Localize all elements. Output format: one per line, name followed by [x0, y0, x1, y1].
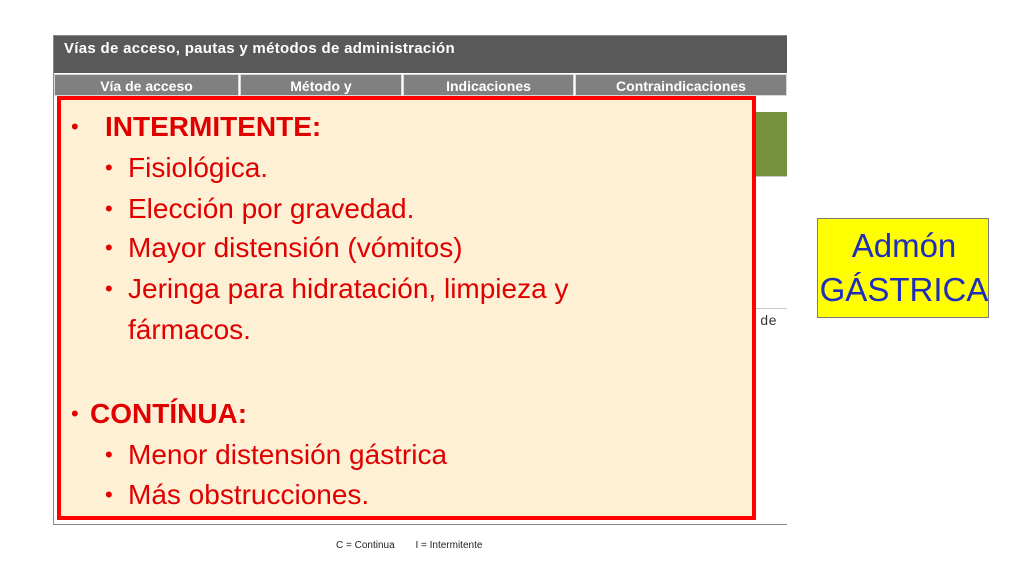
list-item: Menor distensión gástrica — [128, 439, 448, 470]
bullet-icon: • — [105, 235, 113, 260]
list-item: Elección por gravedad. — [128, 193, 415, 224]
table-grid-line — [754, 308, 787, 309]
table-caption — [336, 540, 500, 551]
bullet-icon: • — [105, 155, 113, 180]
table-grid-line — [754, 176, 787, 177]
list-item-continuation: fármacos. — [128, 314, 251, 345]
bullet-icon: • — [105, 196, 113, 221]
table-header-row — [54, 74, 787, 98]
table-title: Vías de acceso, pautas y métodos de administración — [64, 40, 455, 57]
caption-continua: C = Continua — [336, 540, 395, 551]
label-line-2: GÁSTRICA — [819, 271, 989, 308]
column-header-via: Vía de acceso — [54, 74, 239, 96]
bullet-icon: • — [105, 482, 113, 507]
bullet-icon: • — [71, 401, 79, 426]
admon-gastrica-label — [817, 218, 989, 318]
column-header-metodo: Método y — [240, 74, 402, 96]
list-item: Mayor distensión (vómitos) — [128, 232, 463, 263]
overlay-notes-box — [57, 96, 756, 520]
table-green-cell — [754, 112, 787, 176]
bullet-icon: • — [105, 276, 113, 301]
section-heading-intermitente: INTERMITENTE: — [105, 111, 322, 142]
column-header-indicaciones: Indicaciones — [403, 74, 574, 96]
column-header-contraindicaciones: Contraindicaciones — [575, 74, 787, 96]
bullet-icon: • — [71, 114, 79, 139]
bullet-icon: • — [105, 442, 113, 467]
list-item: Fisiológica. — [128, 152, 269, 183]
list-item: Más obstrucciones. — [128, 479, 370, 510]
label-line-1: Admón — [851, 227, 957, 264]
table-title-bar — [54, 36, 787, 73]
caption-intermitente: I = Intermitente — [415, 540, 483, 551]
section-heading-continua: CONTÍNUA: — [90, 398, 248, 429]
list-item: Jeringa para hidratación, limpieza y — [128, 273, 569, 304]
table-cell-peek-text: de — [760, 314, 777, 330]
